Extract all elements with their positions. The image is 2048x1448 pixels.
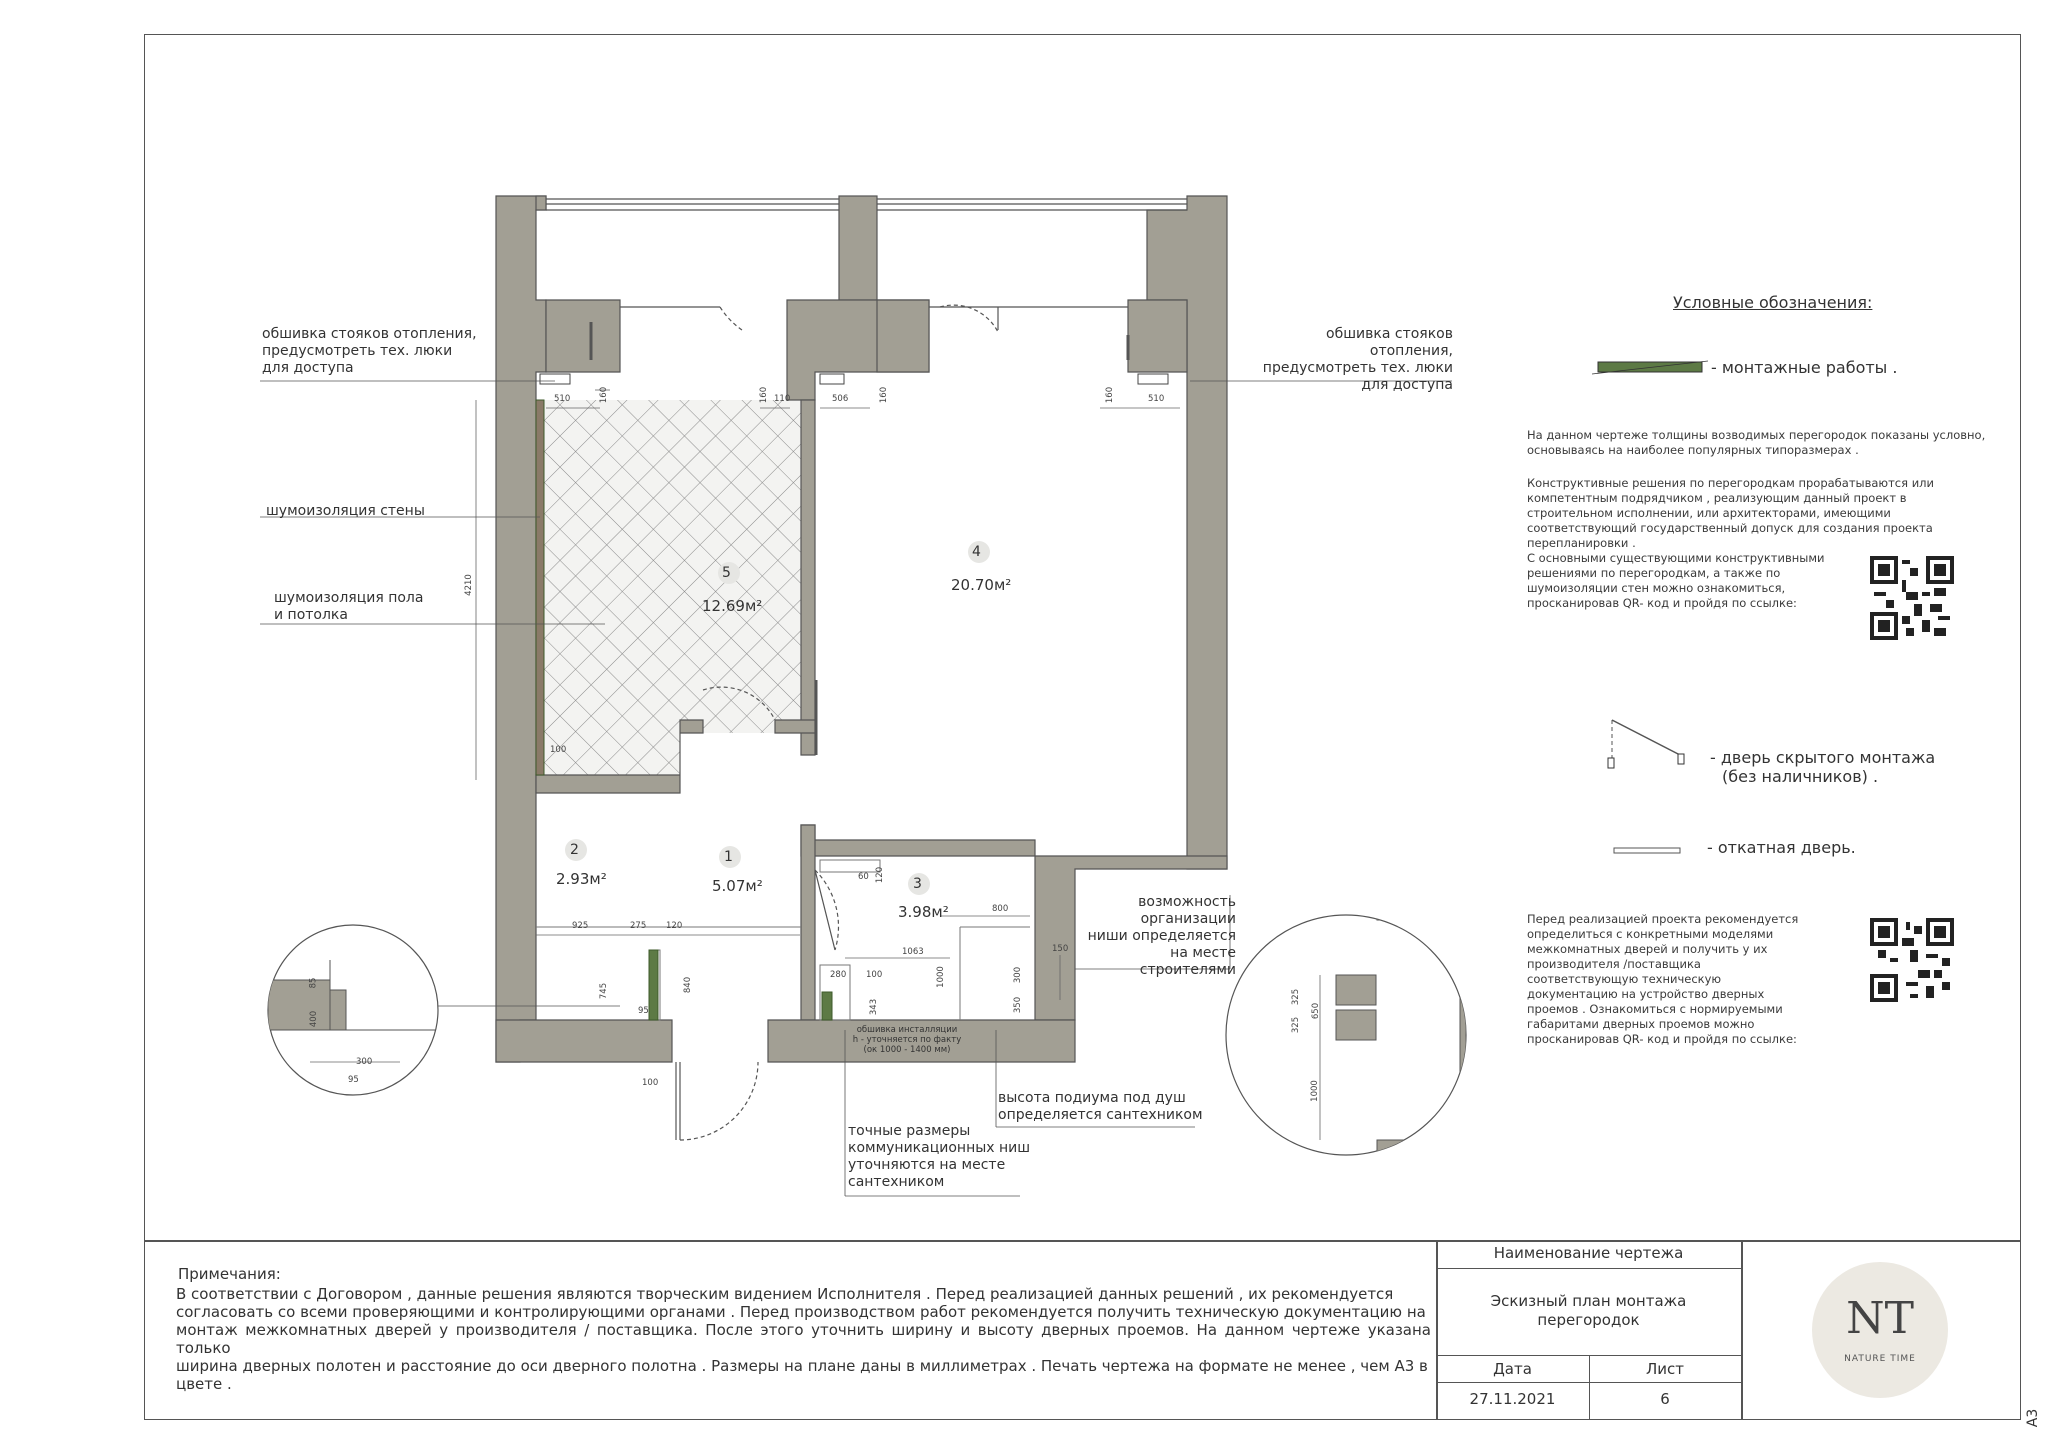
room-5-area: 12.69м² bbox=[702, 597, 763, 615]
dim-160-b: 160 bbox=[759, 386, 770, 404]
legend-hidden-door-label: - дверь скрытого монтажа (без наличников) . bbox=[1710, 748, 1936, 786]
dim-120: 120 bbox=[666, 921, 683, 931]
dim-160-c: 160 bbox=[879, 386, 890, 404]
sheet-value: 6 bbox=[1660, 1390, 1670, 1408]
callout-heating-right: обшивка стояков отопления, предусмотреть тех. люки для доступа bbox=[1262, 326, 1453, 393]
callout-floor-noise: шумоизоляция пола и потолка bbox=[274, 590, 424, 623]
dim-160-a: 160 bbox=[599, 386, 610, 404]
note-thickness: На данном чертеже толщины возводимых перегородок показаны условно, основываясь на наиболее популярных типоразмерах . bbox=[1527, 428, 1986, 457]
zoom-left-95: 95 bbox=[348, 1075, 359, 1085]
callout-comm-niche: точные размеры коммуникационных ниш уточняются на месте сантехником bbox=[848, 1123, 1031, 1190]
interior-lines bbox=[536, 860, 1030, 1020]
dim-800: 800 bbox=[992, 904, 1009, 914]
dim-300: 300 bbox=[1013, 966, 1024, 984]
callout-niche: возможность организации ниши определяется на месте строителями bbox=[1087, 894, 1236, 978]
zoom-left-85: 85 bbox=[308, 977, 319, 989]
date-value: 27.11.2021 bbox=[1469, 1390, 1556, 1408]
dim-4210: 4210 bbox=[463, 574, 474, 596]
title-block-top-line bbox=[144, 1240, 2021, 1242]
dim-110: 110 bbox=[774, 394, 791, 404]
notes-title: Примечания: bbox=[178, 1265, 281, 1283]
legend-title: Условные обозначения: bbox=[1673, 293, 1873, 312]
zoom-right-650: 650 bbox=[1311, 1002, 1322, 1020]
legend-sliding-door-label: - откатная дверь. bbox=[1707, 838, 1856, 857]
callout-install-box: обшивка инсталляции h - уточняется по факту (ок 1000 - 1400 мм) bbox=[852, 1025, 962, 1055]
dim-100-b: 100 bbox=[642, 1078, 659, 1088]
logo-subtitle: NATURE TIME bbox=[1844, 1354, 1916, 1364]
dim-150: 150 bbox=[1052, 944, 1069, 954]
dim-120-b: 120 bbox=[875, 866, 886, 884]
date-label: Дата bbox=[1493, 1360, 1532, 1378]
dim-510-left: 510 bbox=[554, 394, 571, 404]
room-2-number: 2 bbox=[570, 842, 579, 858]
zoom-left-400: 400 bbox=[309, 1010, 320, 1028]
note-doors: Перед реализацией проекта рекомендуется определиться с конкретными моделями межкомнатных дверей и получить у их производителя /поставщика соответствующую техническую документацию на устройство дверных проемов . Ознакомиться с нормируемыми габаритами дверных проемов можно просканировав QR- код и пройдя по ссылке: bbox=[1527, 912, 1799, 1046]
callout-wall-noise: шумоизоляция стены bbox=[266, 503, 425, 519]
notes-body: В соответствии с Договором , данные решения являются творческим видением Исполнителя . Перед реализацией данных решений , их рекомендуется согласовать со всеми проверяющими и контролирующими органами . Перед производством работ рекомендуется получить техническую документацию на монтаж межкомнатных дверей у производителя / поставщика. После этого уточнить ширину и высоту дверных проемов. На данном чертеже указана только ширина дверных полотен и расстояние до оси дверного полотна . Размеры на плане даны в миллиметрах . Печать чертежа на формате не менее , чем А3 в цвете . bbox=[176, 1285, 1431, 1393]
dim-160-d: 160 bbox=[1105, 386, 1116, 404]
drawing-name-value: Эскизный план монтажа перегородок bbox=[1490, 1292, 1687, 1329]
dim-343: 343 bbox=[869, 998, 880, 1016]
title-hline-1 bbox=[1436, 1268, 1741, 1269]
qr-code-doors[interactable] bbox=[1870, 918, 1954, 1002]
room-3-number: 3 bbox=[913, 876, 922, 892]
room-4-number: 4 bbox=[972, 544, 981, 560]
callout-podium: высота подиума под душ определяется сантехником bbox=[998, 1090, 1203, 1123]
zoom-right-325-b: 325 bbox=[1291, 1016, 1302, 1034]
room-5-number: 5 bbox=[722, 565, 731, 581]
dim-100-a: 100 bbox=[550, 745, 567, 755]
dim-840: 840 bbox=[683, 976, 694, 994]
callout-heating-left: обшивка стояков отопления, предусмотреть тех. люки для доступа bbox=[262, 326, 477, 376]
dim-1063: 1063 bbox=[902, 947, 924, 957]
room-1-area: 5.07м² bbox=[712, 877, 763, 895]
room-5-floor bbox=[540, 400, 801, 775]
legend-hidden-door-icon bbox=[1598, 716, 1688, 772]
paper-format: А3 bbox=[2025, 1408, 2042, 1428]
title-divider-2 bbox=[1741, 1240, 1743, 1420]
dim-510-right: 510 bbox=[1148, 394, 1165, 404]
zoom-right-325-a: 325 bbox=[1291, 988, 1302, 1006]
note-constructive: Конструктивные решения по перегородкам прорабатываются или компетентным подрядчиком , реализующим данный проект в строительном исполнении, или архитекторами, имеющими соответствующий государственный допуск для создания проекта перепланировки . С основными существующими конструктивными решениями по перегородкам, а также по шумоизоляции стен можно ознакомиться, просканировав QR- код и пройдя по ссылке: bbox=[1527, 476, 1934, 610]
dim-60: 60 bbox=[858, 872, 869, 882]
dim-1000: 1000 bbox=[935, 966, 946, 988]
zoom-left-300: 300 bbox=[356, 1057, 373, 1067]
legend-sliding-door-icon bbox=[1612, 846, 1682, 856]
drawing-name-header: Наименование чертежа bbox=[1493, 1244, 1684, 1262]
dim-100-c: 100 bbox=[866, 970, 883, 980]
riser-boxes bbox=[540, 374, 1168, 384]
room-3-area: 3.98м² bbox=[898, 903, 949, 921]
dim-95: 95 bbox=[638, 1006, 649, 1016]
room-4-area: 20.70м² bbox=[951, 576, 1012, 594]
legend-mount-swatch bbox=[1590, 358, 1710, 378]
dim-506: 506 bbox=[832, 394, 849, 404]
sheet-label: Лист bbox=[1645, 1360, 1684, 1378]
room-2-area: 2.93м² bbox=[556, 870, 607, 888]
dim-350: 350 bbox=[1013, 996, 1024, 1014]
legend-mount-label: - монтажные работы . bbox=[1711, 358, 1898, 377]
room-1-number: 1 bbox=[724, 849, 733, 865]
dim-925: 925 bbox=[572, 921, 589, 931]
qr-code-partitions[interactable] bbox=[1870, 556, 1954, 640]
dim-280: 280 bbox=[830, 970, 847, 980]
logo-mark: NT bbox=[1846, 1293, 1914, 1344]
zoom-right-1000: 1000 bbox=[1309, 1080, 1320, 1102]
dim-745: 745 bbox=[599, 982, 610, 1000]
dim-275: 275 bbox=[630, 921, 647, 931]
